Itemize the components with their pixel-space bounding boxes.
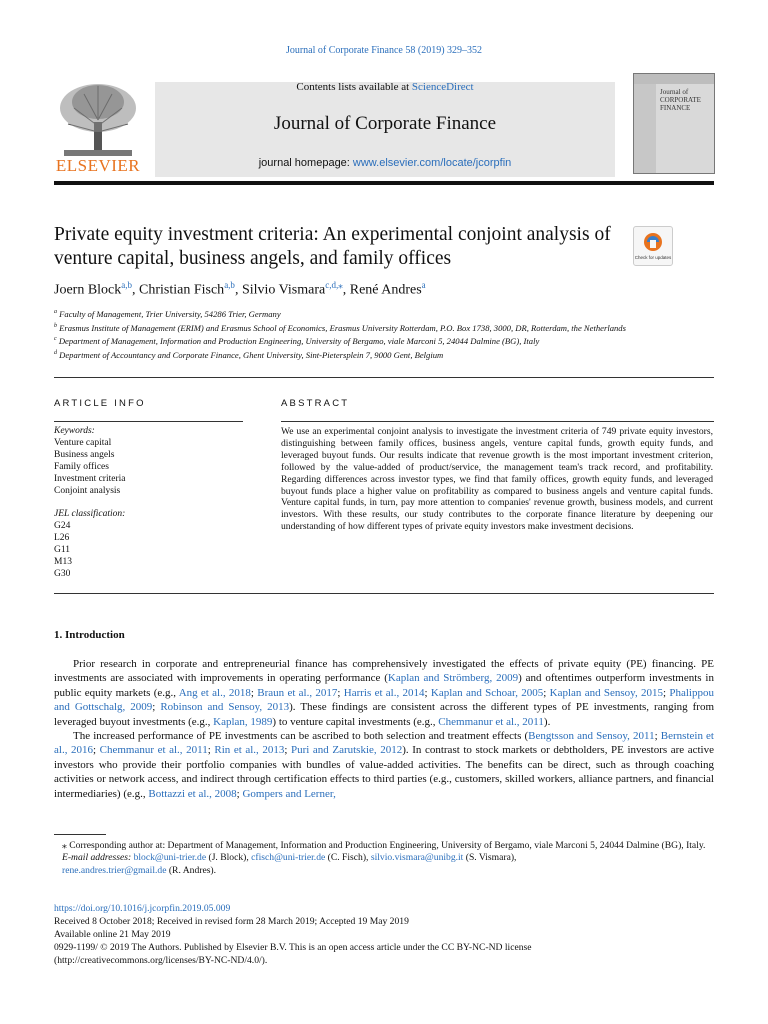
paragraph-text: ). In contrast to stock markets or debtholders, PE investors are active investors who provide their portfolio companies with bundles of value-added activities. The benefits can be direct, such as through coaching activities or network access, and indirect through certification effects to third parties (e.g., customers, skilled workers, alliance partners, and financial intermediaries) (e.g., [54, 744, 714, 800]
keywords-label: Keywords: [54, 426, 95, 436]
jel-code: M13 [54, 557, 72, 568]
license-text: 0929-1199/ © 2019 The Authors. Published by Elsevier B.V. This is an open access article under the CC BY-NC-ND license [54, 941, 532, 953]
cover-top-bar [634, 74, 714, 84]
citation-link[interactable]: Ang et al., 2018 [178, 686, 251, 699]
paragraph-text: ). [543, 715, 551, 728]
jel-code: G24 [54, 521, 71, 532]
jel-label: JEL classification: [54, 509, 126, 520]
paragraph-text: ; [236, 787, 243, 800]
paragraph-text: ) and oftentimes outperform investments in public equity markets (e.g., [54, 672, 714, 699]
check-updates-label: Check for updates [634, 255, 672, 260]
citation-link[interactable]: Kaplan and Strömberg, 2009 [387, 672, 519, 685]
article-info-heading: ARTICLE INFO [54, 398, 146, 409]
email-link[interactable]: rene.andres.trier@gmail.de [62, 864, 167, 876]
author-name: Christian Fisch [139, 282, 225, 298]
author-affiliation-marker[interactable]: a,b [121, 280, 133, 290]
contents-prefix: Contents lists available at [296, 81, 412, 93]
citation-link[interactable]: Bottazzi et al., 2008 [148, 787, 237, 800]
keywords-block [54, 426, 125, 581]
author-affiliation-marker[interactable]: a,b [224, 280, 235, 290]
affiliation-text: Faculty of Management, Trier University, 54286 Trier, Germany [57, 308, 281, 319]
homepage-link[interactable]: www.elsevier.com/locate/jcorpfin [352, 157, 512, 169]
abstract-rule [281, 421, 714, 422]
paragraph-text: Prior research in corporate and entrepreneurial finance has comprehensively investigated the effects of private equity (PE) financing. PE investments are associated with improvements in operating performance ( [54, 658, 714, 685]
email-link[interactable]: cfisch@uni-trier.de [251, 852, 326, 864]
email-owner: (C. Fisch), [325, 852, 371, 864]
paragraph-text: ; [250, 686, 258, 699]
cover-title: Journal of CORPORATE FINANCE [660, 88, 701, 112]
email-owner: (J. Block), [206, 852, 252, 864]
citation-link[interactable]: Puri and Zarutskie, 2012 [291, 744, 403, 757]
affiliation-key: c [54, 336, 57, 343]
cover-strip [634, 74, 656, 173]
paragraph-text: ; [93, 744, 100, 757]
journal-cover-image [633, 73, 715, 174]
license-url: (http://creativecommons.org/licenses/BY-NC-ND/4.0/). [54, 954, 268, 966]
citation-link[interactable]: Chemmanur et al., 2011 [438, 715, 544, 728]
paragraph-text: ). These findings are consistent across the different types of PE investments, ranging from leveraged buyout investments (e.g., [54, 701, 714, 728]
contents-line [155, 81, 615, 93]
abstract-heading: ABSTRACT [281, 398, 350, 409]
email-link[interactable]: block@uni-trier.de [133, 852, 207, 864]
homepage-prefix: journal homepage: [258, 157, 353, 169]
doi-link[interactable]: https://doi.org/10.1016/j.jcorpfin.2019.05.009 [54, 903, 231, 914]
keyword: Venture capital [54, 437, 112, 448]
jel-code: L26 [54, 533, 70, 544]
citation-link[interactable]: Phalippou and Gottschalg, 2009 [54, 686, 714, 714]
keyword: Family offices [54, 461, 109, 472]
affiliation-key: b [54, 322, 57, 329]
keyword: Conjoint analysis [54, 485, 121, 496]
sciencedirect-link[interactable]: ScienceDirect [411, 81, 474, 93]
footnote-rule [54, 834, 106, 835]
author-name: René Andres [349, 282, 422, 298]
author-list: Joern Block$^{a,b}$, Christian Fisch$^{a,b}$, Silvio Vismara$^{c,d,⁎}$, René Andres$^a$ [54, 280, 426, 298]
email-link[interactable]: silvio.vismara@unibg.it [370, 852, 464, 864]
divider-bottom [54, 593, 714, 594]
paragraph-text: ; [424, 686, 431, 699]
email-owner: (R. Andres). [166, 864, 217, 876]
received-dates: Received 8 October 2018; Received in revised form 28 March 2019; Accepted 19 May 2019 [54, 915, 409, 927]
footnotes [54, 840, 714, 877]
affiliation [54, 321, 654, 335]
journal-title: Journal of Corporate Finance [273, 113, 497, 134]
email-label: E-mail addresses: [62, 852, 134, 864]
header-rule [54, 181, 714, 185]
section-heading: 1. Introduction [54, 629, 125, 641]
paragraph-text: ; [284, 744, 291, 757]
affiliation-key: d [54, 349, 57, 356]
intro-paragraph-1 [54, 657, 714, 729]
affiliation [54, 307, 654, 321]
author-affiliation-marker[interactable]: a [421, 280, 426, 290]
article-info-rule [54, 421, 243, 422]
publication-info [54, 903, 714, 968]
corresponding-author-note: ⁎ Corresponding author at: Department of Management, Information and Production Engineering, University of Bergamo, viale Marconi 5, 24044 Dalmine (BG), Italy. [62, 840, 706, 851]
paragraph-text: ; [663, 686, 670, 699]
affiliation-key: a [54, 309, 57, 315]
introduction-body [54, 657, 714, 801]
paragraph-text: ; [207, 744, 215, 757]
affiliation-text: Department of Accountancy and Corporate Finance, Ghent University, Sint-Pietersplein 7, 9000 Gent, Belgium [57, 349, 444, 360]
homepage-line [155, 157, 615, 169]
citation-link[interactable]: Chemmanur et al., 2011 [99, 744, 208, 757]
paragraph-text: ; [337, 686, 344, 699]
author-name: Silvio Vismara [241, 282, 326, 298]
citation-link[interactable]: Bernstein et al., 2016 [54, 730, 714, 757]
email-owner: (S. Vismara), [463, 852, 517, 864]
author-affiliation-marker[interactable]: c,d,⁎ [325, 280, 343, 290]
keyword: Investment criteria [54, 473, 126, 484]
citation-link[interactable]: Rin et al., 2013 [214, 744, 285, 757]
jel-code: G30 [54, 568, 71, 579]
keyword: Business angels [54, 449, 115, 460]
paragraph-text: ; [654, 730, 661, 743]
citation-link[interactable]: Gompers and Lerner, [242, 787, 336, 800]
citation-link[interactable]: Kaplan, 1989 [213, 715, 273, 728]
author-name: Joern Block [54, 282, 122, 298]
citation-link[interactable]: Bengtsson and Sensoy, 2011 [528, 730, 655, 743]
paragraph-text: ) to venture capital investments (e.g., [272, 715, 439, 728]
citation-link[interactable]: Kaplan and Schoar, 2005 [430, 686, 544, 699]
affiliation-text: Department of Management, Information and Production Engineering, University of Bergamo, viale Marconi 5, 24044 Dalmine (BG), Italy [56, 336, 540, 347]
abstract-text: We use an experimental conjoint analysis to investigate the investment criteria of 749 private equity investors, distinguishing between family offices, business angels, venture capital funds, growth equity funds, and leveraged buyout funds. Our results indicate that revenue growth is the most important investment criterion, followed by the value-added of product/service, the management team's track record, and profitability. Regarding differences across investor types, we find that family offices, growth equity funds, and leveraged buyout funds place a higher value on profitability as compared to business angels and venture capital funds. Venture capital funds, in turn, pay more attention to companies' revenue growth, business models, and current investors. With these results, our study contributes to the corporate finance literature by deepening our understanding of how different types of private equity investors make investment decisions. [281, 426, 713, 533]
intro-paragraph-2 [54, 729, 714, 801]
affiliations [54, 307, 654, 362]
jel-code: G11 [54, 545, 71, 556]
article-title: Private equity investment criteria: An experimental conjoint analysis of venture capital, business angels, and family offices [54, 224, 611, 269]
affiliation [54, 348, 654, 362]
available-online: Available online 21 May 2019 [54, 928, 171, 940]
divider-top [54, 377, 714, 378]
affiliation-text: Erasmus Institute of Management (ERIM) and Erasmus School of Economics, Erasmus University Rotterdam, P.O. Box 1738, 3000, DR, Rotterdam, the Netherlands [57, 322, 626, 333]
citation-link[interactable]: Kaplan and Sensoy, 2015 [549, 686, 664, 699]
paragraph-text: ; [152, 701, 161, 714]
citation-link[interactable]: Harris et al., 2014 [343, 686, 425, 699]
citation-link[interactable]: Braun et al., 2017 [257, 686, 338, 699]
paragraph-text: The increased performance of PE investments can be ascribed to both selection and treatment effects ( [73, 730, 529, 743]
email-addresses [54, 852, 714, 877]
journal-citation[interactable]: Journal of Corporate Finance 58 (2019) 329–352 [285, 45, 483, 56]
affiliation [54, 334, 654, 348]
check-for-updates-button[interactable] [633, 226, 673, 266]
spacer [54, 497, 125, 509]
citation-link[interactable]: Robinson and Sensoy, 2013 [160, 701, 290, 714]
paragraph-text: ; [543, 686, 550, 699]
publisher-name: ELSEVIER [55, 156, 141, 175]
